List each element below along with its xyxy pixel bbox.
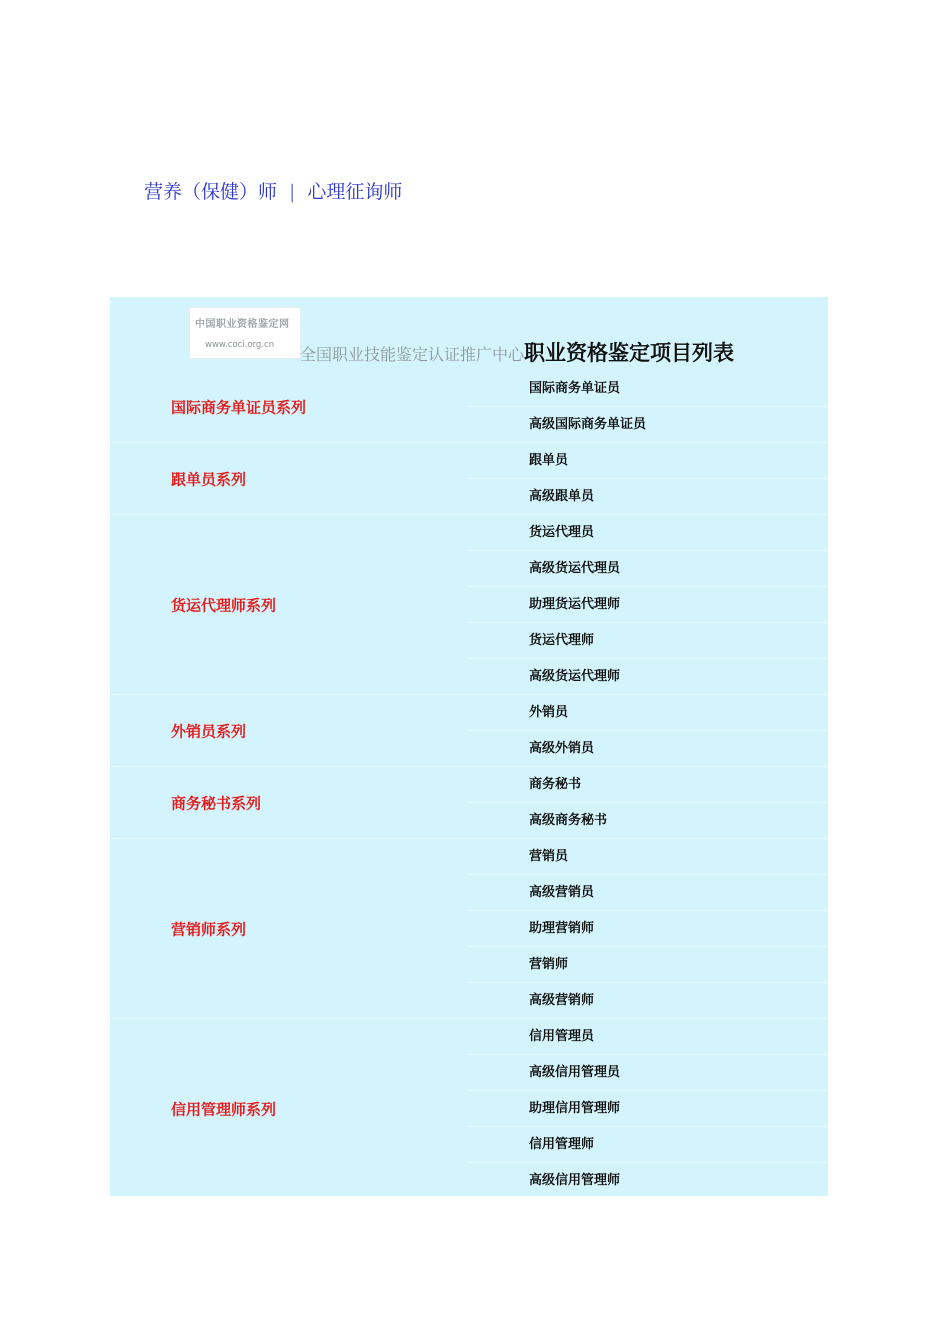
series-items [468,1019,828,1198]
series-items [468,443,828,514]
qualification-item: 货运代理师 [468,622,828,658]
series-items [468,767,828,838]
series-group [110,442,828,514]
qualification-item: 助理信用管理师 [468,1090,828,1126]
series-items [468,695,828,766]
top-links [144,177,402,204]
series-name: 国际商务单证员系列 [171,398,307,416]
link-separator: | [289,181,296,203]
series-group [110,1018,828,1198]
qualification-item: 高级商务秘书 [468,802,828,838]
logo-title: 中国职业资格鉴定网 [195,319,290,330]
qualification-item: 跟单员 [529,453,569,468]
series-name: 外销员系列 [171,722,247,740]
qualification-item: 商务秘书 [529,777,582,792]
qualification-item: 高级信用管理员 [468,1054,828,1090]
qualification-item: 信用管理师 [468,1126,828,1162]
qualification-panel [110,297,828,1196]
link-nutritionist[interactable]: 营养（保健）师 [144,181,278,203]
logo-url: www.coci.org.cn [205,340,275,350]
qualification-item: 助理营销师 [468,910,828,946]
site-logo[interactable] [189,307,301,359]
series-name: 货运代理师系列 [171,596,277,614]
qualification-item: 营销员 [529,849,569,864]
qualification-item: 高级国际商务单证员 [468,406,828,442]
qualification-item: 助理货运代理师 [468,586,828,622]
qualification-list [110,371,828,1198]
link-psych-counselor[interactable]: 心理征询师 [307,181,403,203]
qualification-item: 货运代理员 [529,525,595,540]
qualification-item: 高级货运代理师 [468,658,828,694]
series-name: 信用管理师系列 [171,1100,277,1118]
qualification-item: 高级外销员 [468,730,828,766]
qualification-item: 高级信用管理师 [468,1162,828,1198]
series-group [110,766,828,838]
qualification-item: 外销员 [529,705,569,720]
series-group [110,694,828,766]
series-name: 营销师系列 [171,920,247,938]
series-items [468,515,828,694]
qualification-item: 高级营销员 [468,874,828,910]
page-subtitle: 全国职业技能鉴定认证推广中心 [300,345,525,364]
series-group [110,371,828,442]
series-items [468,371,828,442]
qualification-item: 高级跟单员 [468,478,828,514]
series-items [468,839,828,1018]
qualification-item: 国际商务单证员 [529,381,621,396]
series-name: 跟单员系列 [171,470,247,488]
page-title [300,337,734,367]
qualification-item: 高级货运代理员 [468,550,828,586]
page-main-title: 职业资格鉴定项目列表 [524,340,735,365]
qualification-item: 信用管理员 [529,1029,595,1044]
series-group [110,838,828,1018]
series-name: 商务秘书系列 [171,794,262,812]
series-group [110,514,828,694]
qualification-item: 高级营销师 [468,982,828,1018]
qualification-item: 营销师 [468,946,828,982]
